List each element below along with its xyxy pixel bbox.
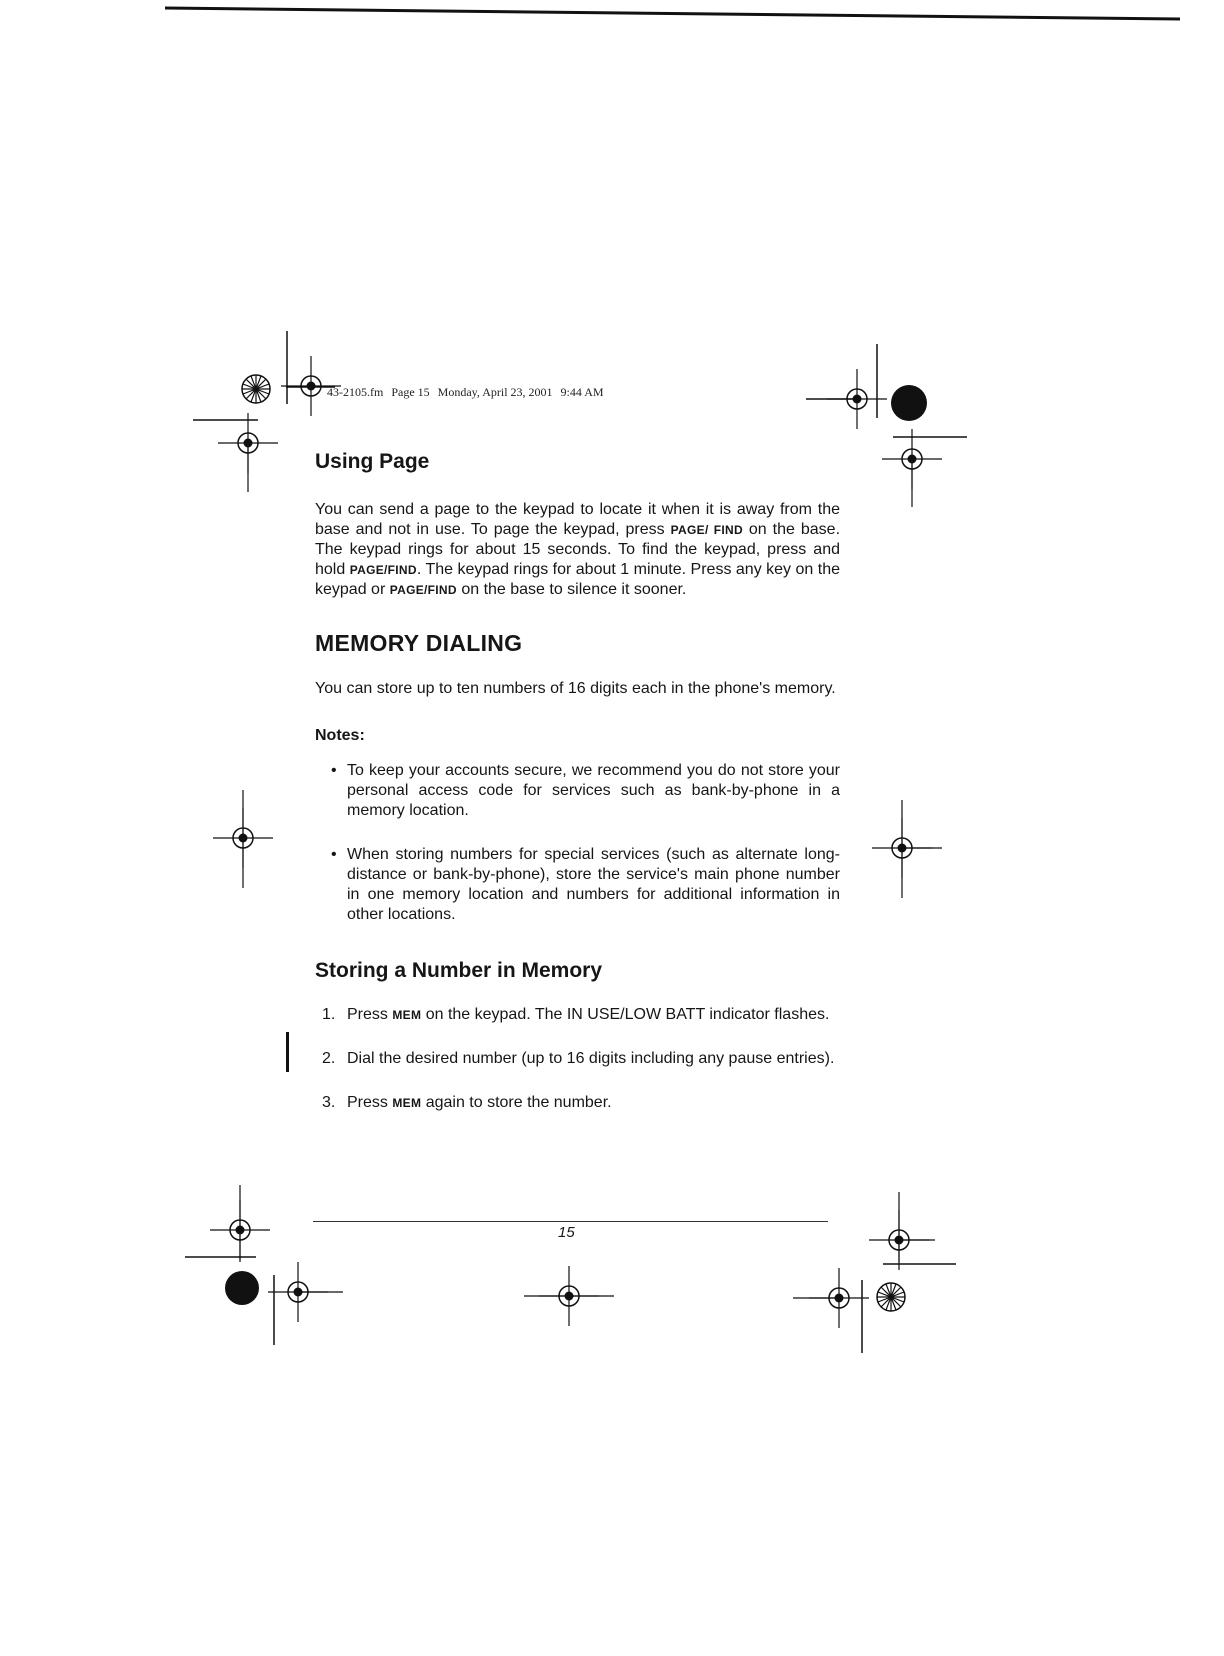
header-file: 43-2105.fm xyxy=(327,385,384,399)
key-page-find: PAGE/FIND xyxy=(389,583,457,597)
list-item: • When storing numbers for special services (such as alternate long-distance or bank-by-phone), store the service's main phone number in one memory location and numbers for additional information in other locations. xyxy=(331,846,840,923)
list-item: • To keep your accounts secure, we recommend you do not store your personal access code for services such as bank-by-phone in a memory location. xyxy=(331,762,840,819)
header-time: 9:44 AM xyxy=(560,385,604,399)
filled-dot-icon-top-right xyxy=(891,385,927,421)
notes-list xyxy=(315,761,840,925)
list-item: 1. Press MEM on the keypad. The IN USE/LOW BATT indicator flashes. xyxy=(322,1006,830,1023)
bullet-icon: • xyxy=(331,846,337,863)
heading-memory-dialing: MEMORY DIALING xyxy=(315,630,523,656)
bullet-icon: • xyxy=(331,762,337,779)
using-page-paragraph: You can send a page to the keypad to locate it when it is away from the base and not in use. To page the keypad, press PAGE/ FIND on the base. The keypad rings for about 15 seconds. To find the keypad, press and hold PAGE/FIND. The keypad rings for about 1 minute. Press any key on the keypad or PAGE/FIND on the base to silence it sooner. xyxy=(315,501,841,598)
header-date: Monday, April 23, 2001 xyxy=(437,385,553,399)
filled-dot-icon-bottom-left xyxy=(225,1271,259,1305)
key-mem: MEM xyxy=(392,1008,422,1022)
change-bar xyxy=(286,1032,289,1072)
key-mem: MEM xyxy=(392,1096,422,1110)
list-item: 3. Press MEM again to store the number. xyxy=(322,1094,612,1111)
key-page-find: PAGE/ FIND xyxy=(670,523,743,537)
page-number: 15 xyxy=(558,1224,575,1241)
list-item: 2. Dial the desired number (up to 16 digits including any pause entries). xyxy=(322,1050,835,1067)
crop-star-icon-bottom-right xyxy=(877,1283,905,1311)
memory-intro: You can store up to ten numbers of 16 digits each in the phone's memory. xyxy=(315,680,836,697)
footer-rule xyxy=(313,1221,828,1222)
file-header xyxy=(327,385,609,400)
key-page-find: PAGE/FIND xyxy=(349,563,417,577)
notes-label: Notes: xyxy=(315,727,365,744)
header-page: Page 15 xyxy=(391,385,430,399)
heading-using-page: Using Page xyxy=(315,450,430,473)
steps-list xyxy=(315,1005,840,1113)
crop-star-icon-top-left xyxy=(242,375,270,403)
page-content xyxy=(315,450,840,1137)
heading-storing-number: Storing a Number in Memory xyxy=(315,959,603,982)
